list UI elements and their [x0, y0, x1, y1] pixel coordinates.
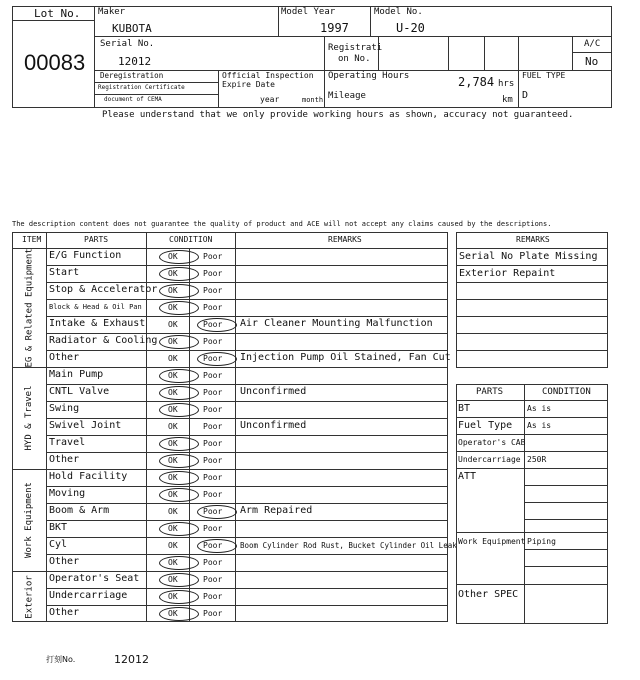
- side-parts-table: [456, 384, 608, 624]
- col-parts-header: PARTS: [84, 235, 109, 244]
- km-label: km: [502, 95, 513, 105]
- operating-hours-label: Operating Hours: [328, 71, 410, 81]
- att-label: ATT: [458, 471, 477, 482]
- condition-ok[interactable]: OK: [168, 507, 178, 516]
- condition-ok[interactable]: OK: [168, 320, 178, 329]
- row-part-name: Stop & Accelerator: [49, 284, 158, 295]
- condition-ok[interactable]: OK: [168, 405, 178, 414]
- condition-row: [12, 588, 448, 605]
- condition-row: [12, 503, 448, 520]
- month-label: month: [302, 96, 324, 104]
- row-remark: Injection Pump Oil Stained, Fan Cut: [240, 352, 451, 363]
- condition-ok[interactable]: OK: [168, 252, 178, 261]
- condition-poor[interactable]: Poor: [203, 507, 223, 516]
- ok-selected-circle: [159, 267, 199, 281]
- side-remarks-table: [456, 232, 608, 368]
- condition-ok[interactable]: OK: [168, 558, 178, 567]
- ok-selected-circle: [159, 437, 199, 451]
- row-remark: Boom Cylinder Rod Rust, Bucket Cylinder Oil Leak: [240, 541, 457, 550]
- condition-ok[interactable]: OK: [168, 269, 178, 278]
- side-part-name: BT: [458, 403, 471, 414]
- side-remark-line: Serial No Plate Missing: [459, 251, 598, 262]
- row-part-name: Swing: [49, 403, 80, 414]
- condition-row: [12, 282, 448, 299]
- side-parts-col-condition: CONDITION: [542, 387, 591, 397]
- serial-no-label: Serial No.: [100, 39, 155, 49]
- condition-poor[interactable]: Poor: [203, 575, 223, 584]
- lot-no-label: Lot No.: [34, 7, 81, 20]
- condition-ok[interactable]: OK: [168, 422, 178, 431]
- row-part-name: Other: [49, 454, 80, 465]
- ok-selected-circle: [159, 590, 199, 604]
- ok-selected-circle: [159, 369, 199, 383]
- condition-row: [12, 537, 457, 554]
- year-label: year: [260, 95, 280, 104]
- maker-value: KUBOTA: [112, 22, 152, 35]
- side-part-condition: 250R: [527, 455, 547, 464]
- condition-poor[interactable]: Poor: [203, 405, 223, 414]
- poor-selected-circle: [197, 352, 237, 366]
- condition-poor[interactable]: Poor: [203, 388, 223, 397]
- condition-row: [12, 520, 448, 537]
- row-part-name: Block & Head & Oil Pan: [49, 303, 142, 311]
- lot-number: 00083: [24, 50, 86, 75]
- ok-selected-circle: [159, 301, 199, 315]
- ac-value: No: [585, 55, 599, 68]
- side-part-name: Undercarriage: [458, 455, 521, 464]
- condition-ok[interactable]: OK: [168, 541, 178, 550]
- ok-selected-circle: [159, 522, 199, 536]
- condition-poor[interactable]: Poor: [203, 592, 223, 601]
- condition-row: [12, 384, 448, 401]
- row-remark: Air Cleaner Mounting Malfunction: [240, 318, 433, 329]
- condition-poor[interactable]: Poor: [203, 558, 223, 567]
- condition-poor[interactable]: Poor: [203, 303, 223, 312]
- condition-ok[interactable]: OK: [168, 524, 178, 533]
- condition-ok[interactable]: OK: [168, 371, 178, 380]
- operating-hours-notice: Please understand that we only provide working hours as shown, accuracy not guaranteed.: [102, 110, 574, 120]
- disclaimer-text: The description content does not guarantee the quality of product and ACE will not accept any claims caused by the descriptions.: [12, 220, 552, 228]
- condition-row: [12, 571, 448, 588]
- serial-no-value: 12012: [118, 55, 152, 68]
- row-part-name: Boom & Arm: [49, 505, 110, 516]
- ok-selected-circle: [159, 335, 199, 349]
- condition-ok[interactable]: OK: [168, 575, 178, 584]
- row-part-name: Intake & Exhaust: [49, 318, 146, 329]
- condition-poor[interactable]: Poor: [203, 541, 223, 550]
- poor-selected-circle: [197, 505, 237, 519]
- row-part-name: Moving: [49, 488, 86, 499]
- row-part-name: CNTL Valve: [49, 386, 110, 397]
- col-item-header: ITEM: [22, 235, 42, 244]
- ok-selected-circle: [159, 250, 199, 264]
- condition-row: [12, 554, 448, 571]
- registration-certificate-label: Registration Certificate: [98, 84, 185, 91]
- group-label: EG & Related Equipment: [24, 247, 34, 367]
- row-part-name: Start: [49, 267, 80, 278]
- row-part-name: Travel: [49, 437, 86, 448]
- stamp-no-value: 12012: [114, 653, 149, 666]
- condition-row: [12, 350, 451, 367]
- ac-label: A/C: [584, 39, 601, 49]
- cema-label: document of CEMA: [104, 96, 162, 103]
- side-part-name: Fuel Type: [458, 420, 513, 431]
- ok-selected-circle: [159, 403, 199, 417]
- condition-row: [12, 435, 448, 452]
- other-spec-label: Other SPEC: [458, 589, 519, 600]
- condition-row: [12, 469, 448, 486]
- group-label: Exterior: [24, 574, 34, 619]
- work-equipment-value: Piping: [527, 537, 556, 546]
- fuel-type-value: D: [522, 90, 529, 101]
- condition-row: [12, 299, 448, 316]
- condition-poor[interactable]: Poor: [203, 371, 223, 380]
- condition-ok[interactable]: OK: [168, 609, 178, 618]
- condition-row: [12, 333, 448, 350]
- row-part-name: Hold Facility: [49, 471, 128, 482]
- side-parts-col-parts: PARTS: [476, 387, 504, 397]
- row-part-name: Other: [49, 607, 80, 618]
- condition-ok[interactable]: OK: [168, 473, 178, 482]
- ok-selected-circle: [159, 607, 199, 621]
- condition-poor[interactable]: Poor: [203, 439, 223, 448]
- condition-ok[interactable]: OK: [168, 456, 178, 465]
- condition-poor[interactable]: Poor: [203, 252, 223, 261]
- official-inspection-label: Official Inspection: [222, 71, 314, 80]
- condition-row: [12, 452, 448, 469]
- mileage-label: Mileage: [328, 91, 366, 101]
- group-label: Work Equipment: [24, 482, 34, 558]
- model-no-value: U-20: [396, 21, 425, 35]
- work-equipment-label: Work Equipment: [458, 537, 526, 546]
- ok-selected-circle: [159, 386, 199, 400]
- condition-ok[interactable]: OK: [168, 354, 178, 363]
- side-remark-line: Exterior Repaint: [459, 268, 556, 279]
- condition-row: [12, 367, 448, 384]
- ok-selected-circle: [159, 454, 199, 468]
- registration-label: Registrati: [328, 43, 383, 53]
- condition-ok[interactable]: OK: [168, 439, 178, 448]
- side-remarks-title: REMARKS: [516, 235, 550, 244]
- condition-poor[interactable]: Poor: [203, 473, 223, 482]
- hrs-label: hrs: [498, 79, 515, 89]
- ok-selected-circle: [159, 284, 199, 298]
- row-remark: Unconfirmed: [240, 386, 307, 397]
- row-part-name: Other: [49, 352, 80, 363]
- condition-poor[interactable]: Poor: [203, 422, 223, 431]
- deregistration-label: Deregistration: [100, 71, 164, 80]
- side-part-name: Operator's CAB: [458, 438, 526, 447]
- row-remark: Unconfirmed: [240, 420, 307, 431]
- col-condition-header: CONDITION: [169, 235, 213, 244]
- condition-poor[interactable]: Poor: [203, 354, 223, 363]
- row-part-name: Undercarriage: [49, 590, 128, 601]
- condition-poor[interactable]: Poor: [203, 490, 223, 499]
- condition-row: [12, 265, 448, 282]
- condition-poor[interactable]: Poor: [203, 337, 223, 346]
- stamp-no-label: 打刻No.: [46, 655, 76, 664]
- condition-ok[interactable]: OK: [168, 388, 178, 397]
- row-part-name: BKT: [49, 522, 68, 533]
- condition-ok[interactable]: OK: [168, 337, 178, 346]
- col-remarks-header: REMARKS: [328, 235, 362, 244]
- row-part-name: Cyl: [49, 539, 68, 550]
- expire-date-label: Expire Date: [222, 80, 275, 89]
- condition-poor[interactable]: Poor: [203, 286, 223, 295]
- condition-poor[interactable]: Poor: [203, 456, 223, 465]
- condition-row: [12, 418, 448, 435]
- ok-selected-circle: [159, 556, 199, 570]
- row-part-name: Operator's Seat: [49, 573, 140, 584]
- condition-poor[interactable]: Poor: [203, 524, 223, 533]
- row-remark: Arm Repaired: [240, 505, 313, 516]
- maker-label: Maker: [98, 7, 126, 17]
- poor-selected-circle: [197, 318, 237, 332]
- condition-row: [12, 401, 448, 418]
- fuel-type-label: FUEL TYPE: [522, 71, 566, 80]
- poor-selected-circle: [197, 539, 237, 553]
- model-year-label: Model Year: [281, 7, 336, 17]
- row-part-name: Swivel Joint: [49, 420, 122, 431]
- ok-selected-circle: [159, 488, 199, 502]
- ok-selected-circle: [159, 471, 199, 485]
- condition-table: [12, 232, 457, 622]
- row-part-name: Other: [49, 556, 80, 567]
- condition-ok[interactable]: OK: [168, 592, 178, 601]
- side-part-condition: As is: [527, 404, 552, 413]
- registration-label-2: on No.: [338, 54, 371, 64]
- ok-selected-circle: [159, 573, 199, 587]
- condition-row: [12, 486, 448, 503]
- model-no-label: Model No.: [374, 7, 423, 17]
- condition-ok[interactable]: OK: [168, 490, 178, 499]
- group-label: HYD & Travel: [24, 385, 34, 451]
- condition-row: [12, 316, 448, 333]
- condition-poor[interactable]: Poor: [203, 269, 223, 278]
- model-year-value: 1997: [320, 21, 349, 35]
- row-part-name: E/G Function: [49, 250, 122, 261]
- condition-row: [12, 605, 448, 622]
- condition-row: [12, 248, 448, 265]
- condition-poor[interactable]: Poor: [203, 609, 223, 618]
- row-part-name: Radiator & Cooling: [49, 335, 158, 346]
- row-part-name: Main Pump: [49, 369, 104, 380]
- condition-poor[interactable]: Poor: [203, 320, 223, 329]
- condition-ok[interactable]: OK: [168, 303, 178, 312]
- condition-ok[interactable]: OK: [168, 286, 178, 295]
- operating-hours-value: 2,784: [458, 75, 495, 89]
- side-part-condition: As is: [527, 421, 552, 430]
